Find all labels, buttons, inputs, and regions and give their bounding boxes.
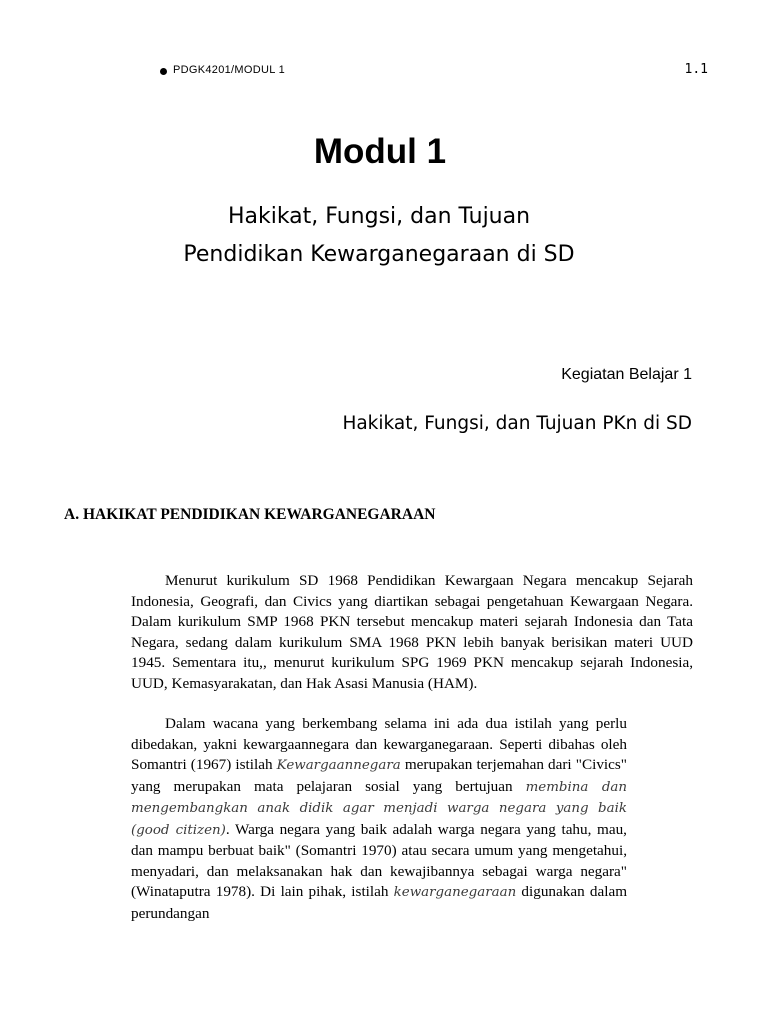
paragraph-2-text: Dalam wacana yang berkembang selama ini ada dua istilah yang perlu dibedakan, yakni kewargaannegara dan kewarganegaraan. Seperti dibahas oleh Somantri (1967) istilah [131,715,627,773]
activity-title: Hakikat, Fungsi, dan Tujuan PKn di SD [342,413,692,434]
paragraph-1: Menurut kurikulum SD 1968 Pendidikan Kewargaan Negara mencakup Sejarah Indonesia, Geografi, dan Civics yang diartikan sebagai pengetahuan Kewargaan Negara. Dalam kurikulum SMP 1968 PKN tersebut mencakup materi sejarah Indonesia dan Tata Negara, sedang dalam kurikulum SMA 1968 PKN lebih banyak berisikan materi UUD 1945. Sementara itu,, menurut kurikulum SPG 1969 PKN mencakup sejarah Indonesia, UUD, Kemasyarakatan, dan Hak Asasi Manusia (HAM). [131,572,693,692]
module-code: PDGK4201/MODUL 1 [173,64,285,76]
paragraph-2 [131,714,627,924]
section-heading: A. HAKIKAT PENDIDIKAN KEWARGANEGARAAN [64,506,436,523]
module-subtitle-line1: Hakikat, Fungsi, dan Tujuan [227,204,531,229]
module-subtitle-line2: Pendidikan Kewarganegaraan di SD [183,242,575,267]
paragraph-2-text: digunakan dalam perundangan [131,883,628,922]
page-number: 1.1 [684,62,708,77]
activity-label: Kegiatan Belajar 1 [561,366,692,383]
paragraph-2-text: merupakan terjemahan dari "Civics" yang merupakan mata pelajaran sosial yang bertujuan [131,756,627,795]
module-title: Modul 1 [313,132,447,171]
bullet-icon [160,68,167,75]
paragraph-2-text: . Warga negara yang baik adalah warga negara yang tahu, mau, dan mampu berbuat baik" (Somantri 1970) atau secara umum yang mengetahui, menyadari, dan melaksanakan hak dan kewajibannya sebagai warga negara" (Winataputra 1978). Di lain pihak, istilah [131,820,627,900]
italic-phrase-goal: membina dan mengembangkan anak didik agar menjadi warga negara yang baik (good citizen) [131,779,628,838]
italic-term-kewarganegaraan: kewarganegaraan [393,885,517,900]
italic-term-kewargaannegara: Kewargaannegara [276,758,401,773]
page-header [160,64,708,80]
